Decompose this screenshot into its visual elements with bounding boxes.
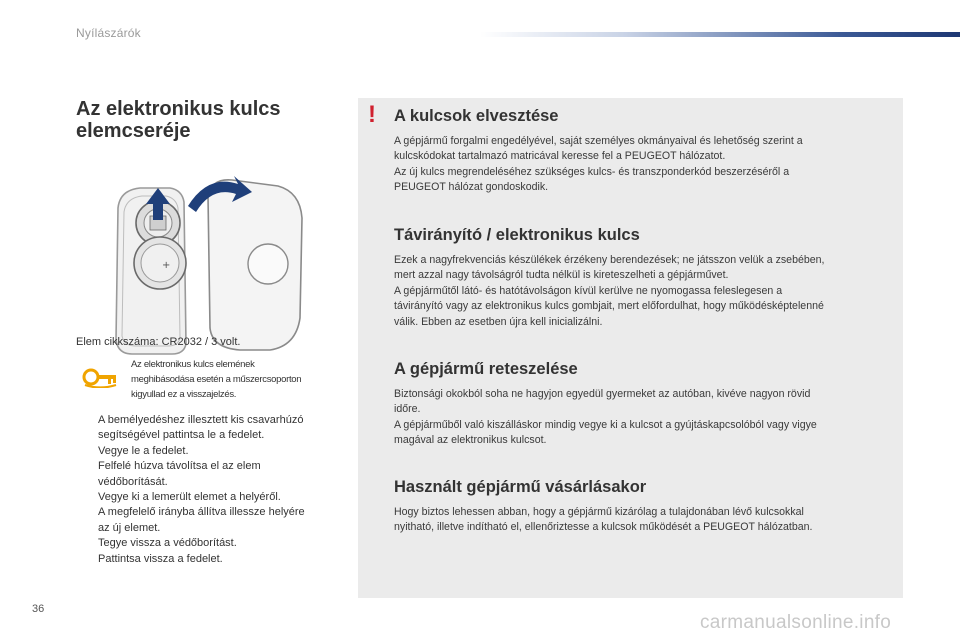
step-line: Pattintsa vissza a fedelet. [98, 552, 223, 565]
battery-section [76, 98, 346, 142]
warning-line-2: meghibásodása esetén a műszercsoporton [131, 374, 302, 385]
step-item [76, 413, 346, 444]
header-gradient-bar [480, 32, 960, 37]
warning-text [131, 357, 346, 402]
section-body: A gépjármű forgalmi engedélyével, saját személyes okmányaival és lehetőség szerint a kulcskódokat tartalmazó matricával keresse fel a PEUGEOT hálózatot. Az új kulcs megrendeléséhez szükséges kulcs- és transzponderkód beszerzéséről a PEUGEOT hálózat gondoskodik. [394, 135, 803, 194]
step-line: Felfelé húzva távolítsa el az elem [98, 460, 261, 473]
warning-line-1: Az elektronikus kulcs elemének [131, 359, 255, 370]
step-item [76, 444, 346, 459]
key-battery-illustration [100, 168, 315, 358]
key-warning-icon [82, 366, 118, 388]
battery-title-line-2: elemcseréje [76, 120, 191, 142]
step-item [76, 490, 346, 505]
section-body: Hogy biztos lehessen abban, hogy a gépjármű kizárólag a tulajdonában lévő kulcsokkal nyitható, illetve indítható el, ellenőriztesse a kulcsok működését a PEUGEOT hálózatban. [394, 506, 813, 534]
section-lost-keys [394, 106, 894, 196]
step-line: A bemélyedéshez illesztett kis csavarhúzó [98, 414, 304, 426]
section-title: A kulcsok elvesztése [394, 107, 559, 125]
step-line: A megfelelő irányba állítva illessze helyére [98, 506, 305, 519]
step-line: Vegye le a fedelet. [98, 444, 189, 457]
step-item [76, 505, 346, 536]
section-vehicle-locking [394, 359, 894, 449]
page-header-title: Nyílászárók [76, 26, 141, 40]
svg-text:+: + [162, 260, 171, 271]
page-number: 36 [32, 603, 45, 615]
step-item [76, 536, 346, 551]
battery-title-line-1: Az elektronikus kulcs [76, 98, 281, 120]
battery-section-title [76, 98, 346, 142]
step-item [76, 459, 346, 490]
section-title: Távirányító / elektronikus kulcs [394, 226, 640, 244]
step-line: védőborítását. [98, 475, 168, 488]
section-remote-key [394, 225, 894, 330]
battery-spec: Elem cikkszáma: CR2032 / 3 volt. [76, 336, 241, 348]
section-title: A gépjármű reteszelése [394, 360, 578, 378]
warning-line-3: kigyullad ez a visszajelzés. [131, 389, 237, 400]
step-line: segítségével pattintsa le a fedelet. [98, 429, 265, 442]
step-line: Tegye vissza a védőborítást. [98, 537, 237, 550]
step-item [76, 552, 346, 567]
battery-steps-list [76, 413, 346, 567]
watermark-text: carmanualsonline.info [700, 612, 892, 633]
section-body: Ezek a nagyfrekvenciás készülékek érzékeny berendezések; ne játsszon velük a zsebében, mert azzal nagy távolságról tudta nélkül is kireteszelheti a gépjárművet. A gépjárműtől látó- és hatótávolságon kívül kerülve ne nyomogassa feleslegesen a távirányító vagy az elektronikus kulcs gombjait, mert előfordulhat, hogy működésképtelenné válik. Ebben az esetben újra kell inicializálni. [394, 254, 825, 328]
step-line: Vegye ki a lemerült elemet a helyéről. [98, 491, 281, 504]
exclamation-icon: ! [368, 101, 376, 128]
section-title: Használt gépjármű vásárlásakor [394, 478, 647, 496]
section-body: Biztonsági okokból soha ne hagyjon egyedül gyermeket az autóban, kivéve nagyon rövid időre. A gépjárműből való kiszálláskor mindig vegye ki a kulcsot a gyújtáskapcsolóból vagy vigye magával az elektronikus kulcsot. [394, 388, 817, 447]
step-line: az új elemet. [98, 521, 161, 534]
section-used-vehicle [394, 477, 894, 536]
